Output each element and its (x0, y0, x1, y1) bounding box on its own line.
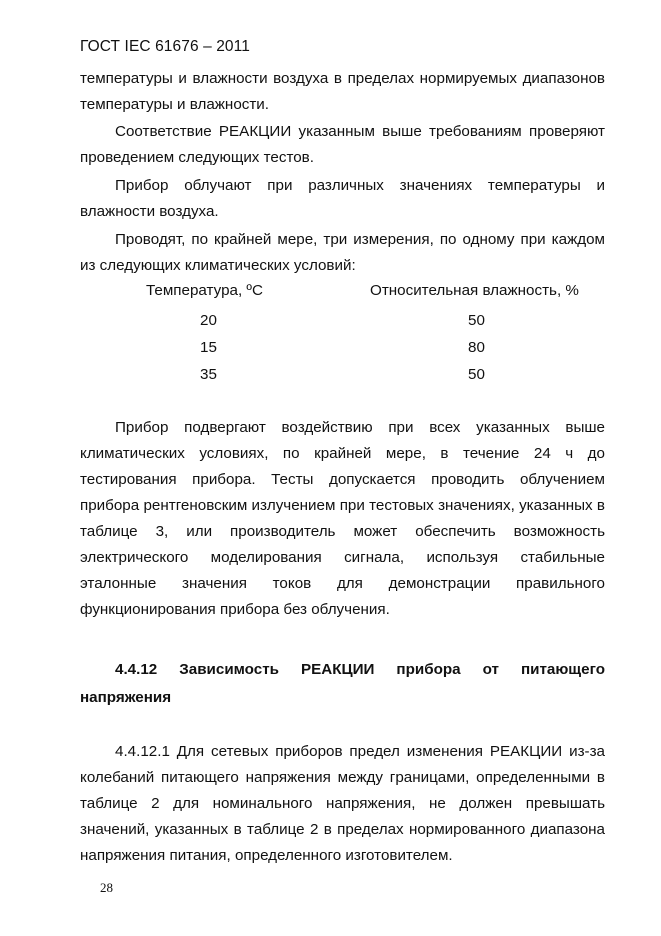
section-heading (80, 656, 605, 712)
section-title-line2: напряжения (80, 689, 172, 706)
table-cell-humidity: 50 (468, 366, 485, 383)
section-title-word: от (482, 661, 499, 678)
page-number: 28 (100, 880, 113, 895)
paragraph-supply-voltage: 4.4.12.1 Для сетевых приборов предел изменения РЕАКЦИИ из-за колебаний питающего напряжения между границами, определенными в таблице 2 для номинального напряжения, не должен превышать значений, указанных в таблице 2 в пределах нормированного диапазона напряжения питания, определенного изготовителем. (80, 743, 605, 864)
table-cell-temperature: 15 (200, 339, 217, 356)
section-title-word: Зависимость (179, 661, 279, 678)
paragraph-compliance: Соответствие РЕАКЦИИ указанным выше требованиям проверяют проведением следующих тестов. (80, 123, 605, 166)
section-title-word: питающего (520, 661, 605, 678)
table-cell-humidity: 80 (468, 339, 485, 356)
paragraph-measurements: Проводят, по крайней мере, три измерения, по одному при каждом из следующих климатических условий: (80, 231, 605, 274)
standard-header: ГОСТ IEC 61676 – 2011 (80, 38, 250, 55)
column-header-humidity: Относительная влажность, % (370, 282, 579, 299)
paragraph-humidity-ranges: температуры и влажности воздуха в пределах нормируемых диапазонов температуры и влажности. (80, 70, 605, 113)
table-cell-temperature: 35 (200, 366, 217, 383)
section-title-word: прибора (396, 661, 461, 678)
table-cell-temperature: 20 (200, 312, 217, 329)
section-number: 4.4.12 (115, 661, 158, 678)
table-cell-humidity: 50 (468, 312, 485, 329)
paragraph-exposure: Прибор подвергают воздействию при всех указанных выше климатических условиях, по крайней мере, в течение 24 ч до тестирования прибора. Тесты допускается проводить облучением прибора рентгеновским излучением при тестовых значениях, указанных в таблице 3, или производитель может обеспечить возможность электрического моделирования сигнала, используя стабильные эталонные значения токов для демонстрации правильного функционирования прибора без облучения. (80, 419, 605, 618)
section-title-word: РЕАКЦИИ (300, 661, 375, 678)
column-header-temperature: Температура, ºС (146, 282, 263, 299)
paragraph-irradiation: Прибор облучают при различных значениях температуры и влажности воздуха. (80, 177, 605, 220)
